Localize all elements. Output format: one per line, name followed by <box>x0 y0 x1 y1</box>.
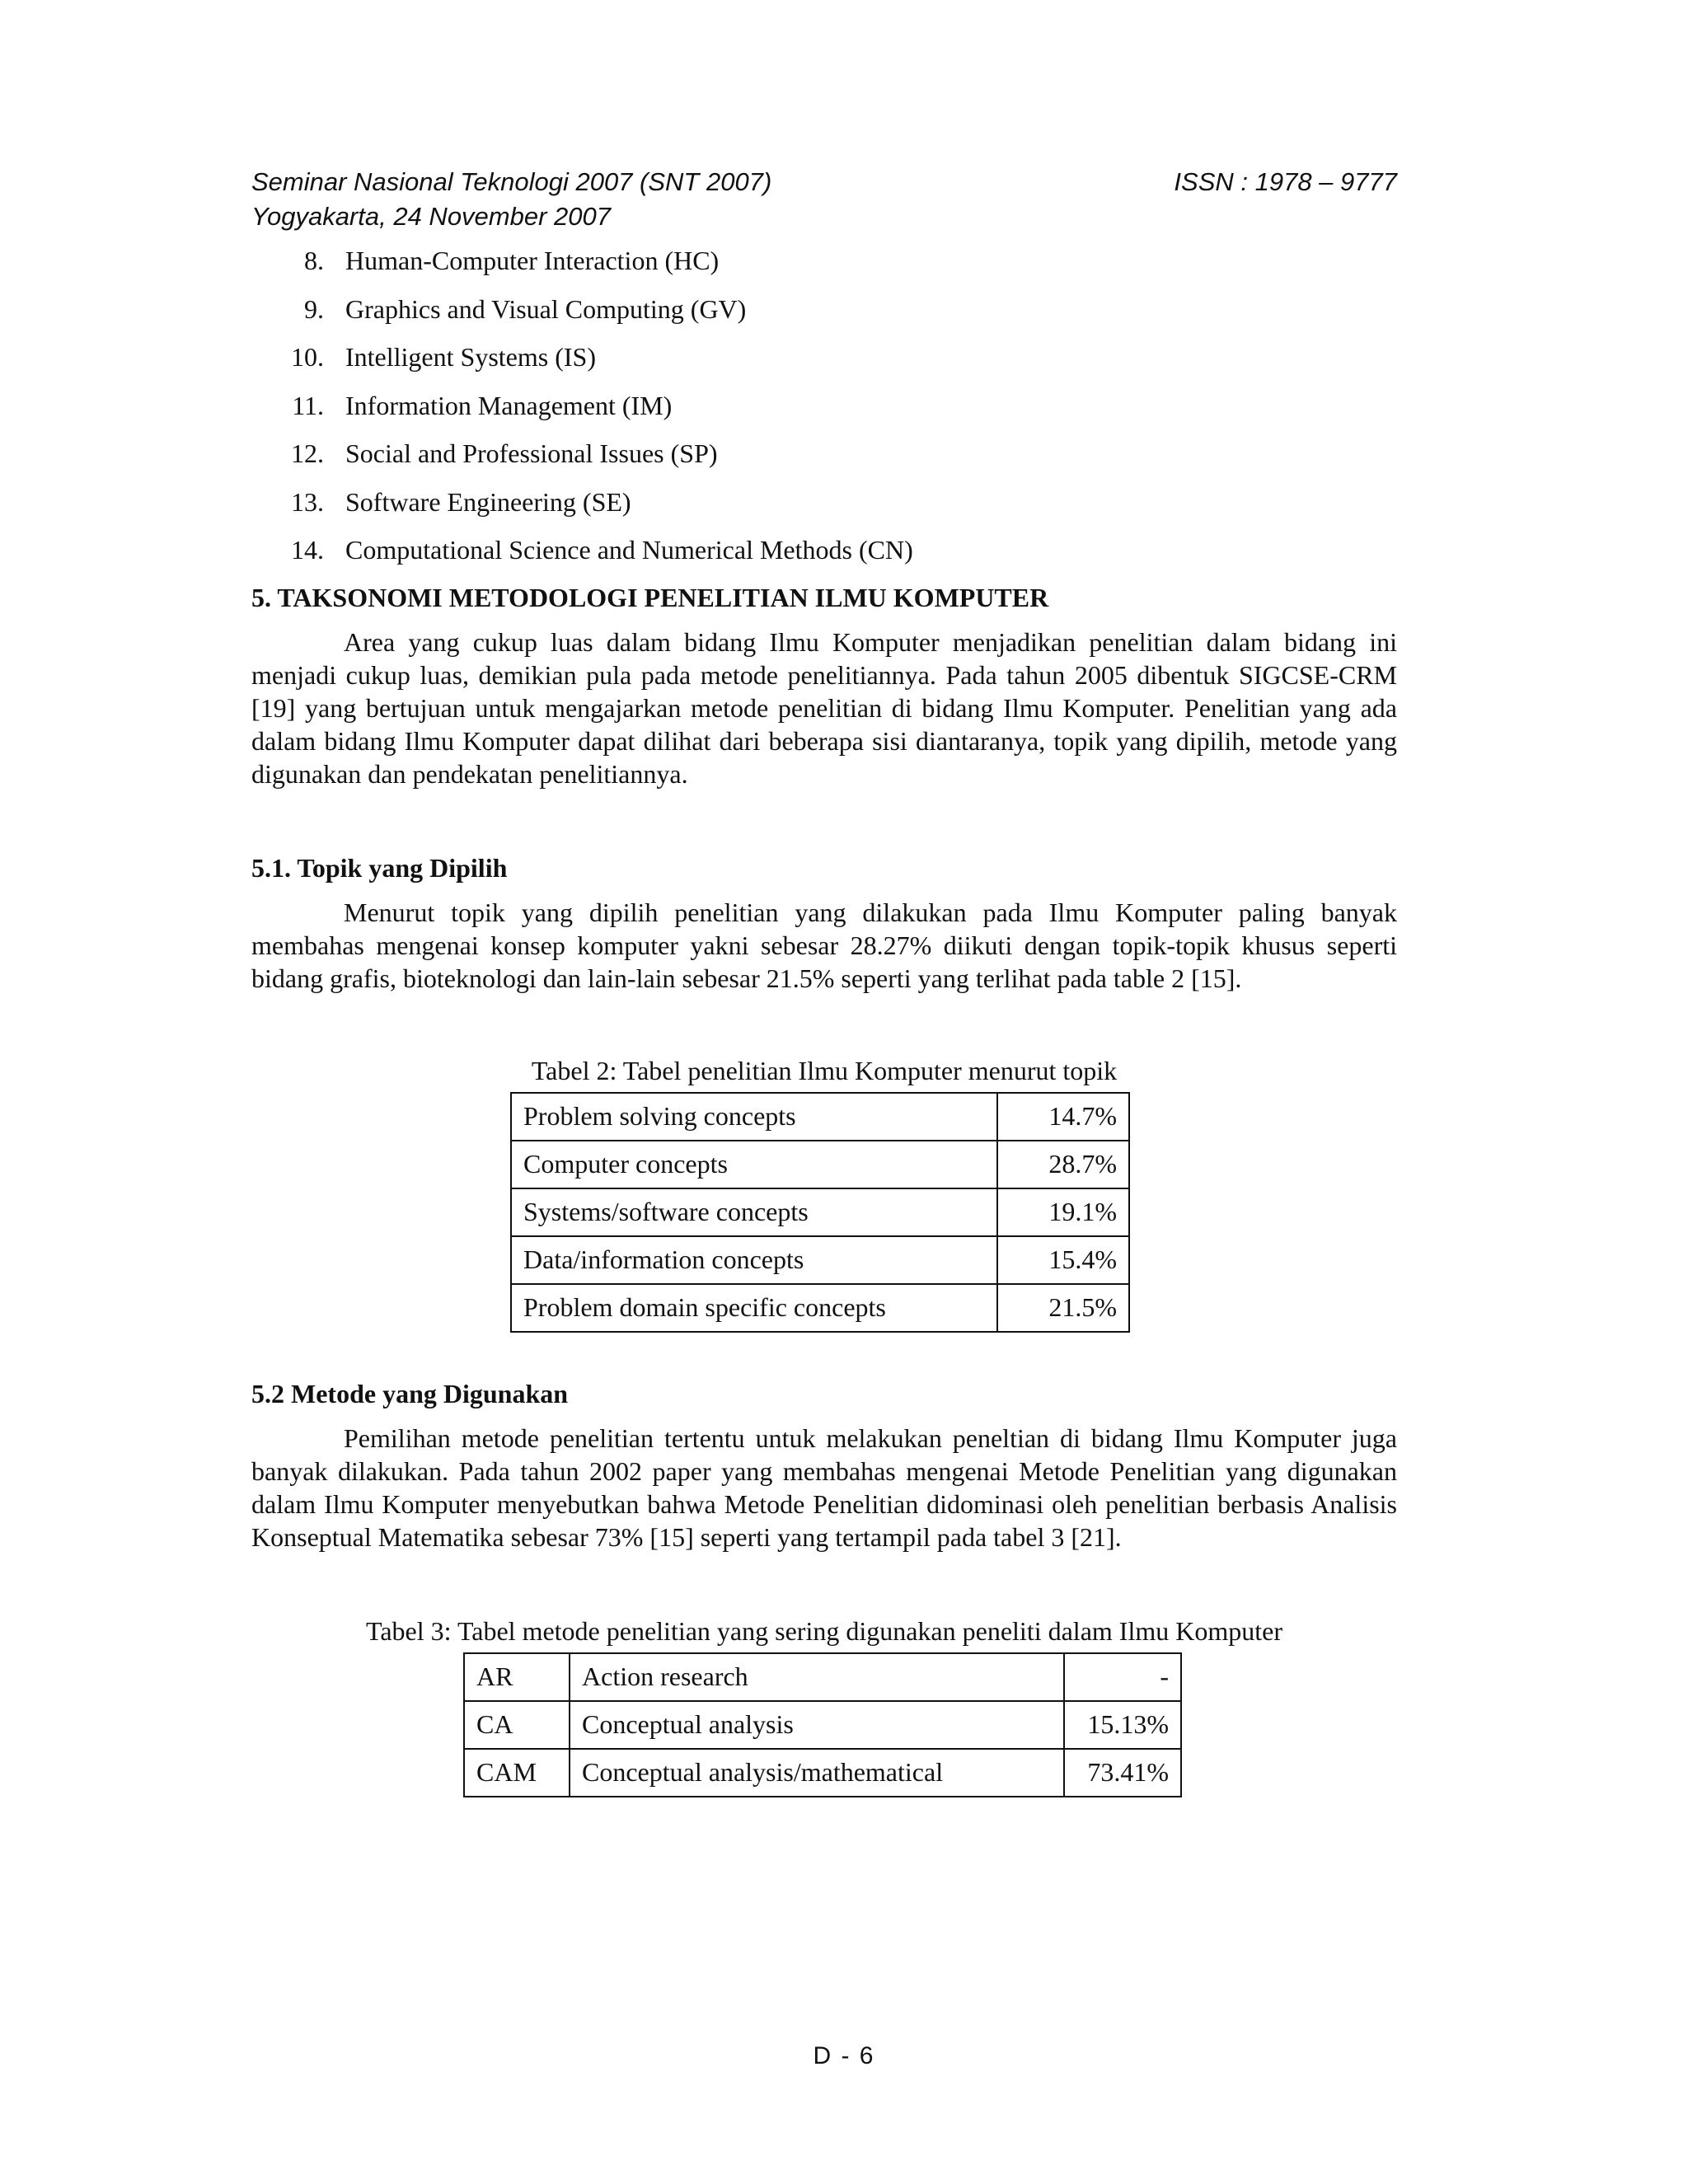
list-number: 9. <box>304 293 324 324</box>
list-number: 12. <box>291 438 324 468</box>
table-row <box>511 1236 1129 1284</box>
section-5-paragraph: Area yang cukup luas dalam bidang Ilmu Komputer menjadikan penelitian dalam bidang ini menjadi cukup luas, demikian pula pada metode penelitiannya. Pada tahun 2005 dibentuk SIGCSE-CRM [19] yang bertujuan untuk mengajarkan metode penelitian di bidang Ilmu Komputer. Penelitian yang ada dalam bidang Ilmu Komputer dapat dilihat dari beberapa sisi diantaranya, topik yang dipilih, metode yang digunakan dan pendekatan penelitiannya. <box>251 626 1397 789</box>
page-number: D - 6 <box>813 2042 875 2069</box>
list-text: Human-Computer Interaction (HC) <box>345 246 720 275</box>
method-cell: Conceptual analysis <box>570 1701 1064 1749</box>
list-text: Graphics and Visual Computing (GV) <box>345 293 747 324</box>
list-item <box>251 526 1397 574</box>
research-areas-list <box>251 237 1397 574</box>
list-item <box>251 429 1397 478</box>
section-5-heading: 5. TAKSONOMI METODOLOGI PENELITIAN ILMU KOMPUTER <box>251 582 1049 612</box>
list-text: Software Engineering (SE) <box>345 486 631 517</box>
list-text: Computational Science and Numerical Methods (CN) <box>345 535 913 565</box>
list-item <box>251 285 1397 334</box>
list-number: 14. <box>291 535 324 565</box>
table-2-caption: Tabel 2: Tabel penelitian Ilmu Komputer menurut topik <box>531 1055 1118 1085</box>
table-row <box>464 1653 1181 1701</box>
table-row <box>464 1749 1181 1797</box>
value-cell: 19.1% <box>997 1188 1129 1236</box>
value-cell: 28.7% <box>997 1141 1129 1188</box>
list-text: Intelligent Systems (IS) <box>345 342 596 372</box>
list-number: 8. <box>304 246 324 275</box>
table-row <box>511 1141 1129 1188</box>
method-cell: Conceptual analysis/mathematical <box>570 1749 1064 1797</box>
topic-cell: Systems/software concepts <box>511 1188 997 1236</box>
topic-cell: Problem solving concepts <box>511 1093 997 1141</box>
section-5-1-heading: 5.1. Topik yang Dipilih <box>251 852 508 883</box>
section-5-2-heading: 5.2 Metode yang Digunakan <box>251 1378 569 1408</box>
section-5-2-paragraph: Pemilihan metode penelitian tertentu untuk melakukan peneltian di bidang Ilmu Komputer juga banyak dilakukan. Pada tahun 2002 paper yang membahas mengenai Metode Penelitian yang digunakan dalam Ilmu Komputer menyebutkan bahwa Metode Penelitian didominasi oleh penelitian berbasis Analisis Konseptual Matematika sebesar 73% [15] seperti yang tertampil pada tabel 3 [21]. <box>251 1422 1397 1552</box>
running-header <box>251 165 1397 234</box>
table-row <box>511 1093 1129 1141</box>
list-item <box>251 382 1397 430</box>
table-row <box>464 1701 1181 1749</box>
conference-location-date: Yogyakarta, 24 November 2007 <box>251 202 611 231</box>
list-number: 10. <box>291 342 324 372</box>
value-cell: 21.5% <box>997 1284 1129 1332</box>
value-cell: 14.7% <box>997 1093 1129 1141</box>
page <box>251 165 1397 1797</box>
list-text: Information Management (IM) <box>345 390 673 420</box>
list-number: 13. <box>291 486 324 517</box>
method-cell: Action research <box>570 1653 1064 1701</box>
table-row <box>511 1284 1129 1332</box>
list-item <box>251 333 1397 382</box>
topic-cell: Computer concepts <box>511 1141 997 1188</box>
table-2 <box>510 1092 1130 1333</box>
code-cell: CAM <box>464 1749 570 1797</box>
topic-cell: Data/information concepts <box>511 1236 997 1284</box>
value-cell: 15.4% <box>997 1236 1129 1284</box>
list-item <box>251 478 1397 527</box>
list-number: 11. <box>292 390 324 420</box>
section-5-1-paragraph: Menurut topik yang dipilih penelitian yang dilakukan pada Ilmu Komputer paling banyak membahas mengenai konsep komputer yakni sebesar 28.27% diikuti dengan topik-topik khusus seperti bidang grafis, bioteknologi dan lain-lain sebesar 21.5% seperti yang terlihat pada table 2 [15]. <box>251 897 1397 993</box>
code-cell: CA <box>464 1701 570 1749</box>
table-row <box>511 1188 1129 1236</box>
code-cell: AR <box>464 1653 570 1701</box>
value-cell: - <box>1064 1653 1181 1701</box>
value-cell: 15.13% <box>1064 1701 1181 1749</box>
table-3-caption: Tabel 3: Tabel metode penelitian yang sering digunakan peneliti dalam Ilmu Komputer <box>366 1615 1282 1646</box>
topic-cell: Problem domain specific concepts <box>511 1284 997 1332</box>
issn: ISSN : 1978 – 9777 <box>1174 167 1397 196</box>
list-text: Social and Professional Issues (SP) <box>345 438 718 468</box>
value-cell: 73.41% <box>1064 1749 1181 1797</box>
list-item <box>251 237 1397 285</box>
table-3 <box>463 1652 1182 1797</box>
conference-name: Seminar Nasional Teknologi 2007 (SNT 2007) <box>251 167 772 196</box>
